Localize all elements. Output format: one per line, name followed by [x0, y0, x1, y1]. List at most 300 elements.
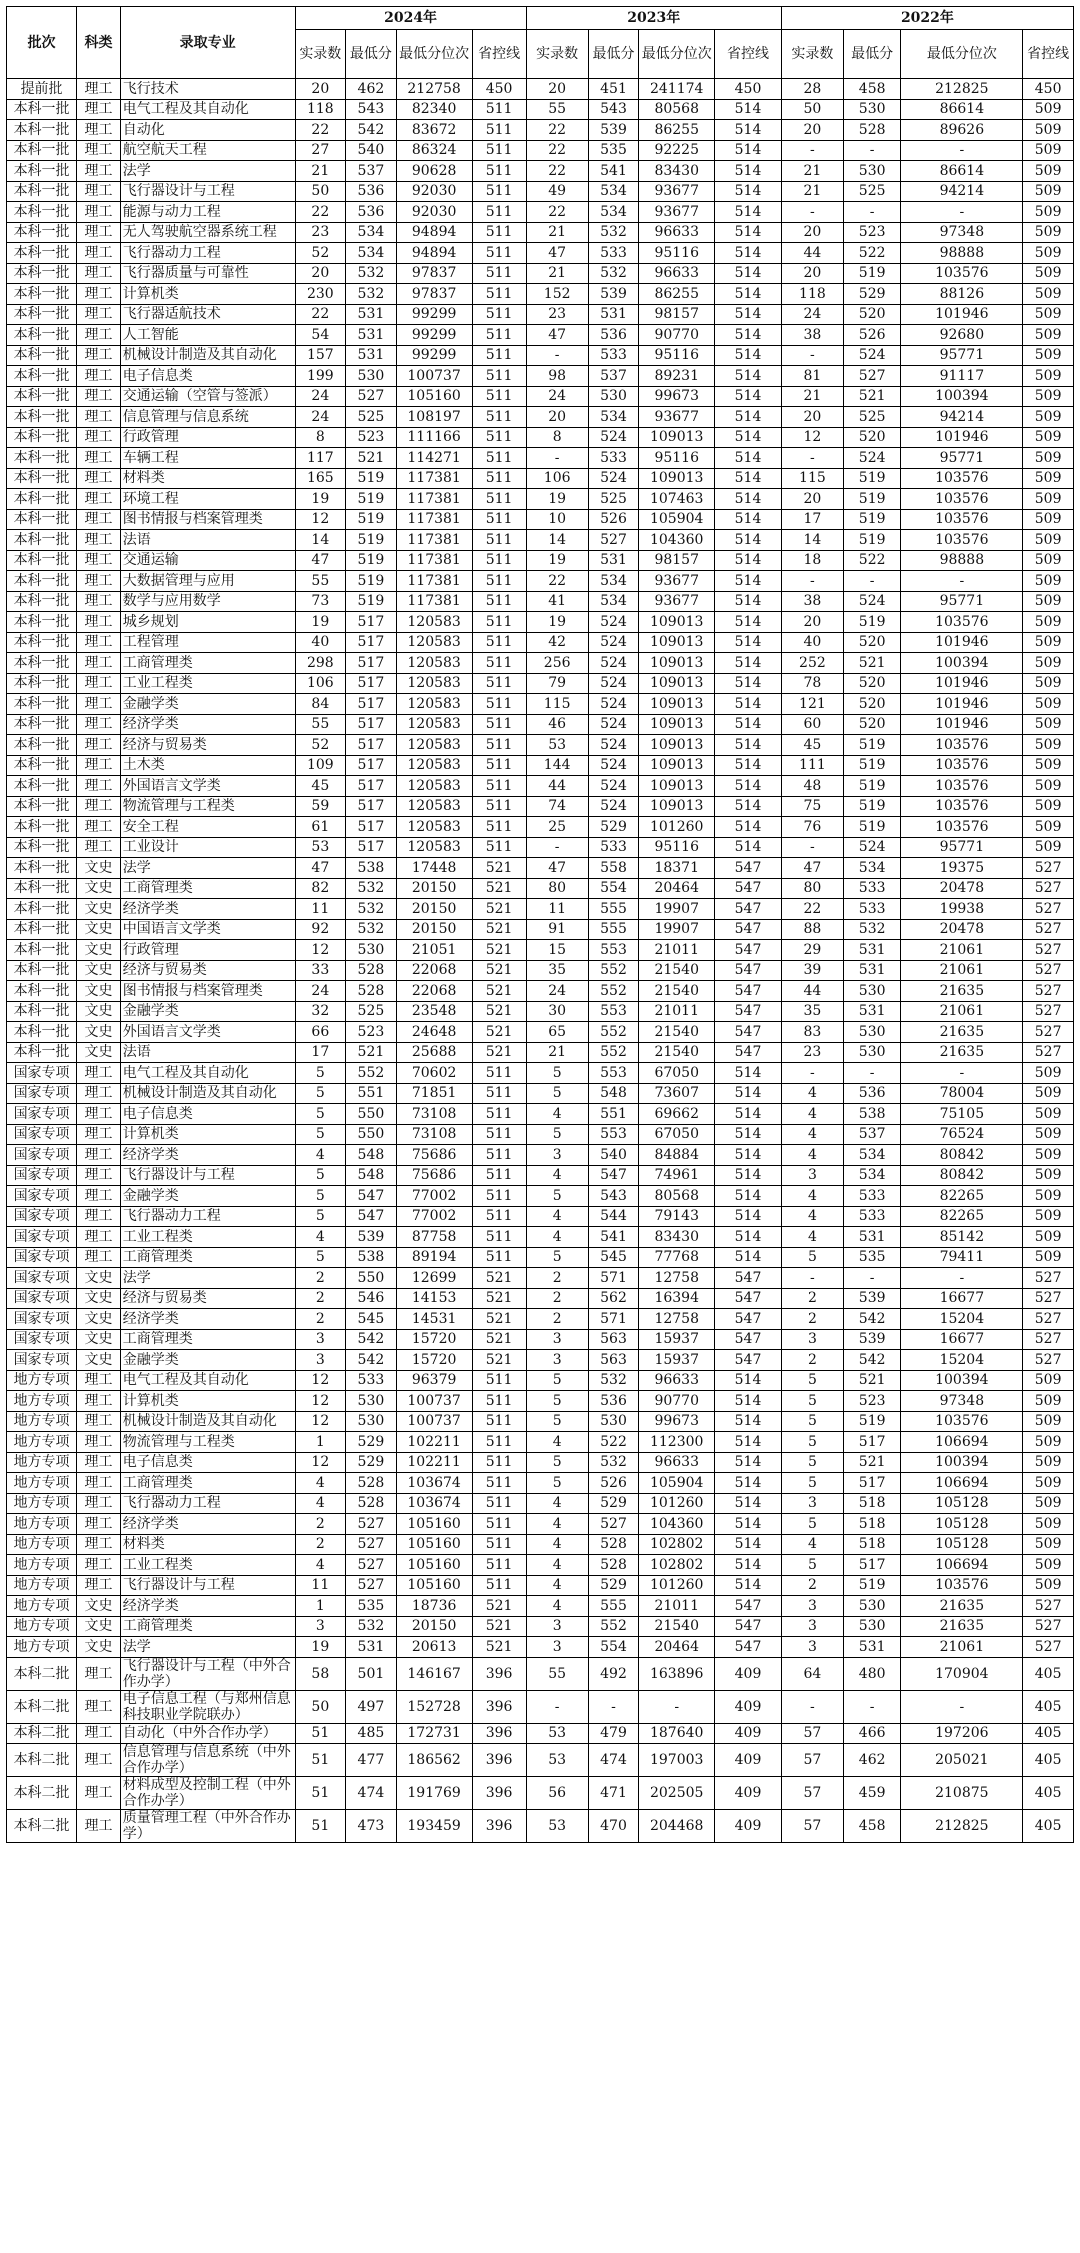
- cell-subject: 理工: [77, 263, 121, 284]
- cell-subject: 理工: [77, 1657, 121, 1690]
- cell-min-score-2022: 518: [843, 1493, 900, 1514]
- cell-count-2024: 20: [295, 79, 346, 100]
- cell-batch: 本科一批: [7, 653, 77, 674]
- cell-count-2023: 10: [526, 509, 588, 530]
- cell-count-2022: 3: [781, 1329, 843, 1350]
- cell-min-score-2023: 527: [588, 530, 639, 551]
- cell-major: 信息管理与信息系统（中外合作办学）: [120, 1744, 295, 1777]
- cell-min-score-2022: -: [843, 1063, 900, 1084]
- cell-major: 环境工程: [120, 489, 295, 510]
- cell-control-line-2024: 521: [472, 1616, 526, 1637]
- cell-min-score-2023: 536: [588, 325, 639, 346]
- table-row: [7, 1723, 1074, 1744]
- cell-control-line-2024: 511: [472, 632, 526, 653]
- cell-min-score-2023: 563: [588, 1329, 639, 1350]
- cell-min-score-2024: 547: [346, 1206, 397, 1227]
- cell-min-rank-2024: 82340: [396, 99, 472, 120]
- cell-min-score-2023: 562: [588, 1288, 639, 1309]
- cell-count-2022: 81: [781, 366, 843, 387]
- cell-subject: 理工: [77, 202, 121, 223]
- cell-count-2024: 12: [295, 1391, 346, 1412]
- cell-control-line-2024: 396: [472, 1744, 526, 1777]
- cell-count-2024: 51: [295, 1744, 346, 1777]
- cell-min-rank-2023: 84884: [639, 1145, 715, 1166]
- cell-subject: 文史: [77, 1596, 121, 1617]
- cell-control-line-2024: 511: [472, 735, 526, 756]
- cell-major: 工商管理类: [120, 878, 295, 899]
- cell-min-score-2024: 530: [346, 1411, 397, 1432]
- cell-count-2023: 4: [526, 1555, 588, 1576]
- table-row: [7, 448, 1074, 469]
- cell-min-rank-2022: 205021: [901, 1744, 1023, 1777]
- cell-min-score-2024: 517: [346, 612, 397, 633]
- cell-min-score-2023: 553: [588, 1001, 639, 1022]
- cell-min-score-2024: 531: [346, 325, 397, 346]
- cell-min-score-2023: 544: [588, 1206, 639, 1227]
- cell-min-score-2023: 524: [588, 632, 639, 653]
- cell-min-rank-2024: 117381: [396, 509, 472, 530]
- cell-control-line-2023: 514: [715, 1165, 782, 1186]
- cell-min-rank-2024: 186562: [396, 1744, 472, 1777]
- cell-batch: 本科一批: [7, 530, 77, 551]
- cell-subject: 文史: [77, 940, 121, 961]
- cell-subject: 理工: [77, 796, 121, 817]
- cell-subject: 理工: [77, 448, 121, 469]
- cell-control-line-2023: 514: [715, 1104, 782, 1125]
- cell-min-rank-2023: 163896: [639, 1657, 715, 1690]
- cell-count-2023: -: [526, 448, 588, 469]
- cell-min-score-2023: 555: [588, 899, 639, 920]
- cell-count-2022: -: [781, 140, 843, 161]
- cell-batch: 本科一批: [7, 960, 77, 981]
- cell-min-score-2023: 474: [588, 1744, 639, 1777]
- cell-count-2022: 5: [781, 1370, 843, 1391]
- cell-min-score-2024: 517: [346, 837, 397, 858]
- cell-count-2023: 65: [526, 1022, 588, 1043]
- cell-control-line-2022: 509: [1023, 468, 1074, 489]
- cell-min-rank-2024: 14153: [396, 1288, 472, 1309]
- cell-count-2023: 25: [526, 817, 588, 838]
- cell-batch: 国家专项: [7, 1329, 77, 1350]
- cell-min-rank-2023: 21540: [639, 981, 715, 1002]
- cell-min-score-2022: -: [843, 1690, 900, 1723]
- cell-min-rank-2023: 107463: [639, 489, 715, 510]
- cell-count-2022: 57: [781, 1744, 843, 1777]
- cell-min-score-2023: 553: [588, 940, 639, 961]
- cell-min-rank-2024: 77002: [396, 1206, 472, 1227]
- header-2022-min-score: 最低分: [843, 30, 900, 79]
- cell-min-rank-2023: 77768: [639, 1247, 715, 1268]
- cell-major: 行政管理: [120, 427, 295, 448]
- cell-min-score-2022: 531: [843, 1001, 900, 1022]
- cell-major: 飞行器动力工程: [120, 1206, 295, 1227]
- cell-min-rank-2024: 120583: [396, 694, 472, 715]
- cell-control-line-2023: 514: [715, 345, 782, 366]
- cell-min-rank-2022: -: [901, 202, 1023, 223]
- cell-count-2023: 53: [526, 1744, 588, 1777]
- cell-major: 行政管理: [120, 940, 295, 961]
- cell-control-line-2023: 450: [715, 79, 782, 100]
- table-row: [7, 1145, 1074, 1166]
- cell-count-2024: 54: [295, 325, 346, 346]
- cell-batch: 本科一批: [7, 222, 77, 243]
- cell-min-rank-2023: 109013: [639, 632, 715, 653]
- cell-min-score-2023: 555: [588, 919, 639, 940]
- cell-subject: 文史: [77, 878, 121, 899]
- cell-min-score-2024: 531: [346, 345, 397, 366]
- cell-control-line-2023: 514: [715, 1534, 782, 1555]
- cell-control-line-2022: 527: [1023, 919, 1074, 940]
- cell-control-line-2023: 409: [715, 1657, 782, 1690]
- cell-min-rank-2024: 20150: [396, 899, 472, 920]
- cell-min-rank-2022: 80842: [901, 1145, 1023, 1166]
- table-row: [7, 1268, 1074, 1289]
- cell-subject: 文史: [77, 1001, 121, 1022]
- cell-control-line-2024: 396: [472, 1690, 526, 1723]
- cell-subject: 文史: [77, 1329, 121, 1350]
- cell-min-rank-2024: 117381: [396, 530, 472, 551]
- table-row: [7, 1493, 1074, 1514]
- cell-control-line-2022: 509: [1023, 550, 1074, 571]
- cell-count-2023: 4: [526, 1432, 588, 1453]
- cell-subject: 理工: [77, 407, 121, 428]
- cell-min-rank-2022: 21061: [901, 960, 1023, 981]
- cell-subject: 理工: [77, 1063, 121, 1084]
- cell-subject: 理工: [77, 345, 121, 366]
- cell-min-score-2022: 533: [843, 1206, 900, 1227]
- cell-batch: 国家专项: [7, 1350, 77, 1371]
- cell-major: 机械设计制造及其自动化: [120, 1083, 295, 1104]
- cell-batch: 本科一批: [7, 468, 77, 489]
- cell-min-score-2022: 519: [843, 796, 900, 817]
- cell-control-line-2024: 511: [472, 468, 526, 489]
- cell-min-score-2024: 530: [346, 1391, 397, 1412]
- cell-min-score-2023: 471: [588, 1777, 639, 1810]
- cell-min-rank-2023: 93677: [639, 407, 715, 428]
- cell-subject: 理工: [77, 673, 121, 694]
- cell-control-line-2024: 511: [472, 222, 526, 243]
- cell-control-line-2023: 514: [715, 407, 782, 428]
- cell-min-rank-2023: 109013: [639, 468, 715, 489]
- cell-count-2023: 24: [526, 981, 588, 1002]
- cell-min-score-2022: -: [843, 1268, 900, 1289]
- cell-count-2023: 30: [526, 1001, 588, 1022]
- cell-min-score-2022: 542: [843, 1350, 900, 1371]
- cell-control-line-2022: 450: [1023, 79, 1074, 100]
- cell-batch: 地方专项: [7, 1637, 77, 1658]
- cell-control-line-2022: 405: [1023, 1690, 1074, 1723]
- cell-count-2023: 53: [526, 735, 588, 756]
- cell-count-2022: 2: [781, 1288, 843, 1309]
- cell-count-2022: 21: [781, 386, 843, 407]
- cell-control-line-2023: 547: [715, 1616, 782, 1637]
- cell-min-score-2022: 539: [843, 1288, 900, 1309]
- cell-control-line-2022: 509: [1023, 263, 1074, 284]
- cell-subject: 文史: [77, 1309, 121, 1330]
- cell-min-score-2023: 555: [588, 1596, 639, 1617]
- cell-major: 工业工程类: [120, 1555, 295, 1576]
- cell-count-2024: 2: [295, 1309, 346, 1330]
- cell-major: 经济学类: [120, 1596, 295, 1617]
- cell-min-rank-2023: 73607: [639, 1083, 715, 1104]
- header-2022-count: 实录数: [781, 30, 843, 79]
- cell-min-rank-2024: 94894: [396, 222, 472, 243]
- cell-count-2024: 118: [295, 99, 346, 120]
- table-row: [7, 1616, 1074, 1637]
- cell-count-2022: 5: [781, 1514, 843, 1535]
- cell-control-line-2024: 521: [472, 1268, 526, 1289]
- cell-min-score-2022: 480: [843, 1657, 900, 1690]
- table-row: [7, 468, 1074, 489]
- cell-count-2024: 51: [295, 1777, 346, 1810]
- cell-min-score-2024: 527: [346, 386, 397, 407]
- cell-count-2022: 2: [781, 1575, 843, 1596]
- cell-control-line-2023: 514: [715, 1575, 782, 1596]
- cell-subject: 理工: [77, 571, 121, 592]
- cell-min-score-2023: 525: [588, 489, 639, 510]
- cell-control-line-2024: 511: [472, 1555, 526, 1576]
- cell-control-line-2023: 514: [715, 1432, 782, 1453]
- cell-control-line-2024: 450: [472, 79, 526, 100]
- table-row: [7, 571, 1074, 592]
- cell-count-2023: 4: [526, 1575, 588, 1596]
- cell-control-line-2024: 511: [472, 407, 526, 428]
- cell-major: 工商管理类: [120, 1616, 295, 1637]
- cell-count-2023: 53: [526, 1810, 588, 1843]
- cell-count-2022: 83: [781, 1022, 843, 1043]
- cell-min-rank-2023: 95116: [639, 243, 715, 264]
- cell-min-rank-2022: 94214: [901, 407, 1023, 428]
- cell-min-score-2022: 536: [843, 1083, 900, 1104]
- cell-min-rank-2024: 117381: [396, 571, 472, 592]
- cell-count-2022: 64: [781, 1657, 843, 1690]
- cell-major: 电气工程及其自动化: [120, 1063, 295, 1084]
- cell-control-line-2023: 514: [715, 448, 782, 469]
- cell-subject: 理工: [77, 530, 121, 551]
- cell-min-score-2024: 527: [346, 1514, 397, 1535]
- cell-min-rank-2023: 99673: [639, 1411, 715, 1432]
- header-2023-count: 实录数: [526, 30, 588, 79]
- cell-count-2024: 52: [295, 735, 346, 756]
- cell-min-rank-2024: 102211: [396, 1432, 472, 1453]
- cell-min-score-2022: 522: [843, 243, 900, 264]
- cell-min-rank-2024: 75686: [396, 1145, 472, 1166]
- cell-min-score-2022: 519: [843, 755, 900, 776]
- cell-control-line-2023: 409: [715, 1723, 782, 1744]
- cell-min-rank-2024: 117381: [396, 591, 472, 612]
- cell-min-score-2024: 550: [346, 1104, 397, 1125]
- cell-min-rank-2023: 105904: [639, 509, 715, 530]
- cell-control-line-2024: 511: [472, 817, 526, 838]
- cell-control-line-2022: 509: [1023, 1206, 1074, 1227]
- cell-min-score-2022: 518: [843, 1514, 900, 1535]
- cell-min-rank-2022: 85142: [901, 1227, 1023, 1248]
- cell-count-2023: 23: [526, 304, 588, 325]
- cell-control-line-2023: 514: [715, 1186, 782, 1207]
- cell-major: 交通运输（空管与签派）: [120, 386, 295, 407]
- cell-count-2022: 21: [781, 181, 843, 202]
- cell-batch: 本科一批: [7, 202, 77, 223]
- cell-subject: 文史: [77, 899, 121, 920]
- cell-min-rank-2024: 105160: [396, 1534, 472, 1555]
- cell-control-line-2022: 509: [1023, 1493, 1074, 1514]
- cell-count-2022: 57: [781, 1810, 843, 1843]
- cell-count-2022: -: [781, 1063, 843, 1084]
- table-row: [7, 1083, 1074, 1104]
- cell-min-rank-2023: 18371: [639, 858, 715, 879]
- cell-major: 工商管理类: [120, 1329, 295, 1350]
- cell-min-rank-2024: 90628: [396, 161, 472, 182]
- cell-control-line-2022: 509: [1023, 1370, 1074, 1391]
- cell-control-line-2022: 509: [1023, 735, 1074, 756]
- cell-count-2024: 5: [295, 1124, 346, 1145]
- cell-subject: 文史: [77, 1042, 121, 1063]
- cell-subject: 理工: [77, 1227, 121, 1248]
- cell-count-2022: 38: [781, 325, 843, 346]
- table-row: [7, 120, 1074, 141]
- cell-control-line-2022: 509: [1023, 571, 1074, 592]
- cell-batch: 本科一批: [7, 673, 77, 694]
- table-row: [7, 755, 1074, 776]
- cell-count-2022: 5: [781, 1555, 843, 1576]
- cell-count-2024: 20: [295, 263, 346, 284]
- cell-count-2023: 2: [526, 1288, 588, 1309]
- cell-min-rank-2024: 73108: [396, 1124, 472, 1145]
- cell-count-2022: 80: [781, 878, 843, 899]
- cell-subject: 文史: [77, 1022, 121, 1043]
- cell-min-rank-2022: 103576: [901, 509, 1023, 530]
- cell-min-score-2024: 517: [346, 817, 397, 838]
- cell-count-2022: 39: [781, 960, 843, 981]
- table-row: [7, 407, 1074, 428]
- cell-min-score-2022: 466: [843, 1723, 900, 1744]
- cell-count-2022: 48: [781, 776, 843, 797]
- cell-batch: 本科一批: [7, 161, 77, 182]
- cell-control-line-2022: 509: [1023, 1247, 1074, 1268]
- cell-control-line-2023: 514: [715, 1452, 782, 1473]
- cell-subject: 理工: [77, 1391, 121, 1412]
- cell-control-line-2022: 509: [1023, 407, 1074, 428]
- cell-count-2022: 5: [781, 1247, 843, 1268]
- cell-major: 质量管理工程（中外合作办学）: [120, 1810, 295, 1843]
- cell-min-rank-2022: 101946: [901, 714, 1023, 735]
- cell-min-score-2024: 534: [346, 222, 397, 243]
- cell-min-score-2024: 517: [346, 735, 397, 756]
- cell-control-line-2024: 511: [472, 755, 526, 776]
- cell-control-line-2024: 511: [472, 1432, 526, 1453]
- cell-min-score-2024: 539: [346, 1227, 397, 1248]
- cell-min-rank-2023: 104360: [639, 1514, 715, 1535]
- cell-min-score-2024: 533: [346, 1370, 397, 1391]
- cell-major: 材料类: [120, 468, 295, 489]
- cell-count-2022: 44: [781, 243, 843, 264]
- cell-control-line-2023: 514: [715, 489, 782, 510]
- cell-batch: 本科二批: [7, 1690, 77, 1723]
- cell-min-score-2024: 525: [346, 407, 397, 428]
- cell-min-score-2022: 531: [843, 940, 900, 961]
- cell-major: 自动化: [120, 120, 295, 141]
- cell-min-score-2024: 532: [346, 1616, 397, 1637]
- cell-count-2024: 2: [295, 1288, 346, 1309]
- cell-min-score-2023: 571: [588, 1268, 639, 1289]
- cell-subject: 理工: [77, 140, 121, 161]
- cell-min-score-2024: 531: [346, 1637, 397, 1658]
- cell-min-rank-2023: 93677: [639, 591, 715, 612]
- cell-count-2023: 106: [526, 468, 588, 489]
- cell-control-line-2024: 511: [472, 1247, 526, 1268]
- cell-control-line-2022: 527: [1023, 1616, 1074, 1637]
- cell-min-rank-2023: 19907: [639, 919, 715, 940]
- cell-count-2024: 40: [295, 632, 346, 653]
- cell-min-score-2023: 522: [588, 1432, 639, 1453]
- header-year-2023: 2023年: [526, 7, 781, 30]
- cell-min-rank-2022: 103576: [901, 612, 1023, 633]
- cell-batch: 本科一批: [7, 284, 77, 305]
- cell-control-line-2024: 511: [472, 1391, 526, 1412]
- cell-min-score-2024: 547: [346, 1186, 397, 1207]
- cell-min-rank-2023: 93677: [639, 181, 715, 202]
- cell-batch: 本科一批: [7, 858, 77, 879]
- cell-count-2022: 20: [781, 222, 843, 243]
- cell-min-score-2024: 474: [346, 1777, 397, 1810]
- cell-major: 工程管理: [120, 632, 295, 653]
- cell-count-2022: 4: [781, 1104, 843, 1125]
- cell-min-score-2023: 528: [588, 1534, 639, 1555]
- cell-count-2022: 3: [781, 1596, 843, 1617]
- cell-control-line-2022: 509: [1023, 304, 1074, 325]
- cell-batch: 本科一批: [7, 550, 77, 571]
- cell-min-rank-2022: 95771: [901, 345, 1023, 366]
- cell-min-rank-2024: 24648: [396, 1022, 472, 1043]
- cell-major: 经济学类: [120, 1514, 295, 1535]
- table-row: [7, 1810, 1074, 1843]
- cell-min-score-2024: 532: [346, 919, 397, 940]
- cell-min-rank-2022: 16677: [901, 1288, 1023, 1309]
- cell-major: 法学: [120, 161, 295, 182]
- cell-control-line-2022: 509: [1023, 489, 1074, 510]
- cell-count-2022: 4: [781, 1186, 843, 1207]
- cell-min-rank-2024: 18736: [396, 1596, 472, 1617]
- cell-control-line-2024: 511: [472, 1186, 526, 1207]
- cell-count-2022: 22: [781, 899, 843, 920]
- cell-control-line-2023: 547: [715, 1268, 782, 1289]
- cell-control-line-2022: 509: [1023, 673, 1074, 694]
- cell-min-score-2022: 530: [843, 161, 900, 182]
- cell-major: 自动化（中外合作办学）: [120, 1723, 295, 1744]
- table-row: [7, 1329, 1074, 1350]
- cell-count-2024: 11: [295, 899, 346, 920]
- table-row: [7, 1227, 1074, 1248]
- cell-count-2022: 44: [781, 981, 843, 1002]
- cell-min-score-2024: 521: [346, 448, 397, 469]
- cell-min-score-2023: 532: [588, 263, 639, 284]
- cell-count-2024: 3: [295, 1350, 346, 1371]
- cell-min-score-2024: 531: [346, 304, 397, 325]
- cell-control-line-2022: 509: [1023, 1186, 1074, 1207]
- cell-min-score-2024: 519: [346, 489, 397, 510]
- cell-control-line-2024: 521: [472, 899, 526, 920]
- cell-major: 安全工程: [120, 817, 295, 838]
- cell-major: 物流管理与工程类: [120, 1432, 295, 1453]
- cell-min-score-2023: 571: [588, 1309, 639, 1330]
- cell-control-line-2023: 514: [715, 140, 782, 161]
- cell-control-line-2022: 509: [1023, 776, 1074, 797]
- cell-control-line-2023: 547: [715, 919, 782, 940]
- cell-batch: 本科二批: [7, 1777, 77, 1810]
- cell-min-rank-2022: 212825: [901, 79, 1023, 100]
- cell-count-2023: 21: [526, 263, 588, 284]
- cell-min-score-2022: 521: [843, 386, 900, 407]
